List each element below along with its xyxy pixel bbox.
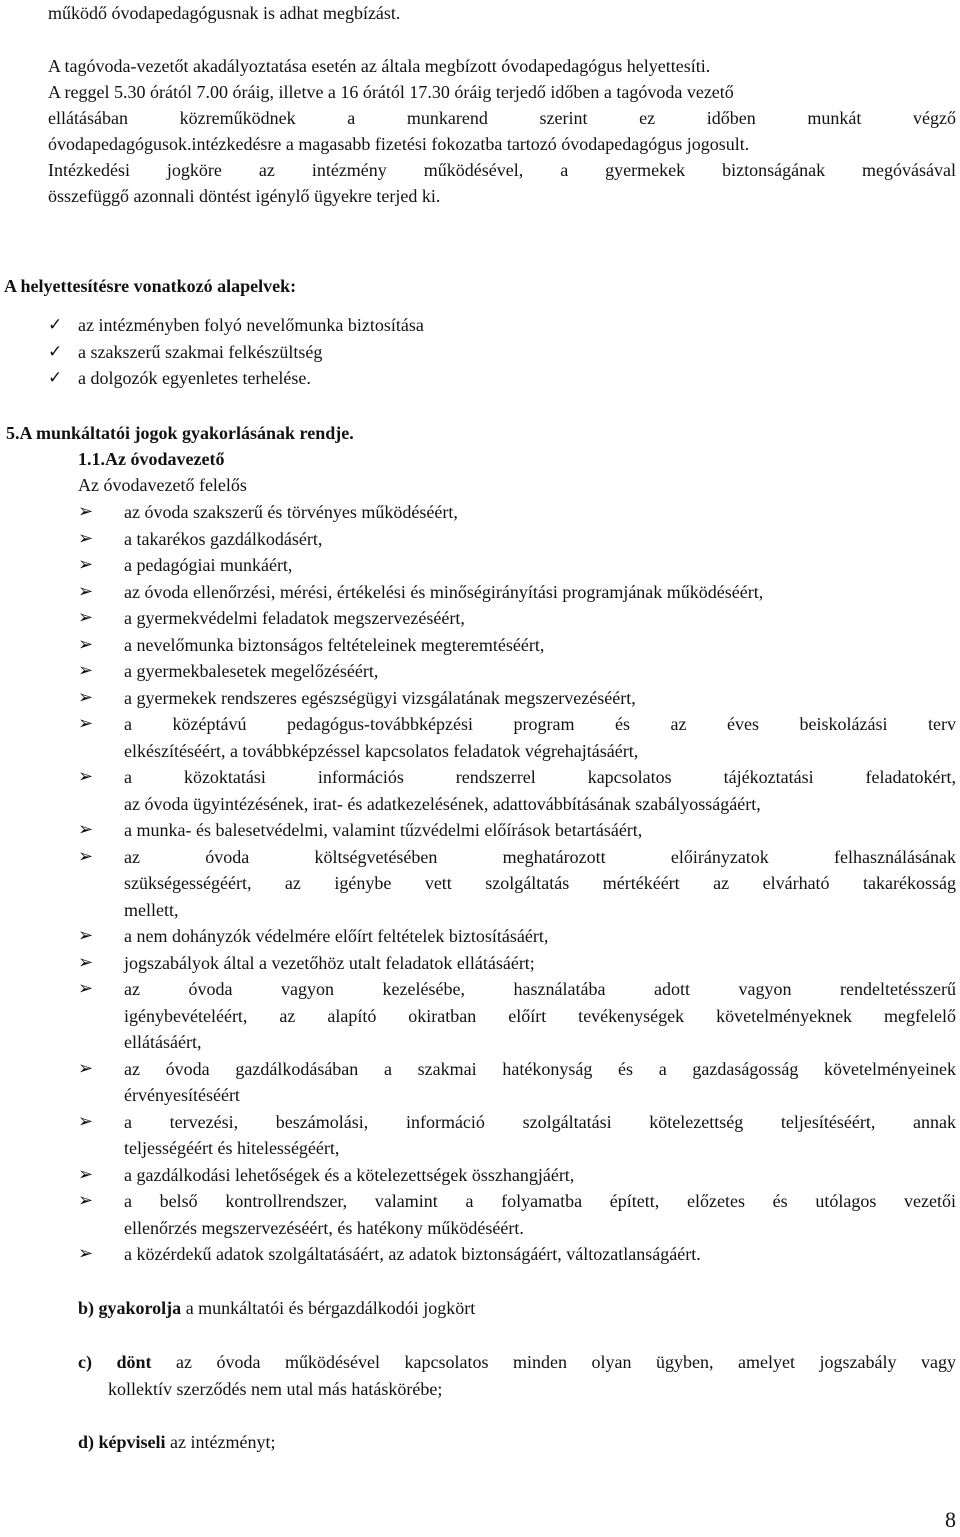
list-item: ✓ a szakszerű szakmai felkészültség bbox=[48, 339, 748, 366]
arrow-bullet-icon: ➢ bbox=[78, 713, 94, 734]
list-item-continuation: az óvoda ügyintézésének, irat- és adatkezelésének, adattovábbításának szabályosságáért, bbox=[124, 793, 761, 814]
list-item: ➢ jogszabályok által a vezetőhöz utalt feladatok ellátásáért; bbox=[78, 950, 956, 977]
list-item: ✓ az intézményben folyó nevelőmunka biztosítása bbox=[48, 312, 748, 339]
arrow-bullet-icon: ➢ bbox=[78, 925, 94, 946]
list-item: ➢ az óvoda vagyon kezelésébe, használatába adott vagyon rendeltetésszerű bbox=[78, 976, 956, 1003]
list-item: ➢ az óvoda ellenőrzési, mérési, értékelési és minőségirányítási programjának működéséért, bbox=[78, 579, 956, 606]
checkmark-icon: ✓ bbox=[48, 341, 63, 362]
intro-line-0: működő óvodapedagógusnak is adhat megbízást. bbox=[48, 3, 401, 23]
arrow-bullet-icon: ➢ bbox=[78, 1163, 94, 1185]
arrow-bullet-icon: ➢ bbox=[78, 660, 94, 681]
list-item: ➢ a gazdálkodási lehetőségek és a kötelezettségek összhangjáért, bbox=[78, 1162, 956, 1189]
section-heading: 5.A munkáltatói jogok gyakorlásának rendje. bbox=[6, 423, 354, 443]
list-item: ➢ a középtávú pedagógus-továbbképzési program és az éves beiskolázási terv bbox=[78, 711, 956, 738]
arrow-bullet-icon: ➢ bbox=[78, 501, 94, 522]
arrow-bullet-icon: ➢ bbox=[78, 1243, 94, 1264]
arrow-bullet-icon: ➢ bbox=[78, 845, 94, 867]
right-c-line-2: kollektív szerződés nem utal más hatáskörébe; bbox=[108, 1378, 443, 1399]
list-item: ➢ a közérdekű adatok szolgáltatásáért, az adatok biztonságáért, változatlanságáért. bbox=[78, 1241, 956, 1268]
right-c-line-1: c) dönt az óvoda működésével kapcsolatos minden olyan ügyben, amelyet jogszabály vagy bbox=[78, 1352, 956, 1372]
list-item: ➢ a belső kontrollrendszer, valamint a folyamatba épített, előzetes és utólagos vezetői bbox=[78, 1188, 956, 1215]
arrow-bullet-icon: ➢ bbox=[78, 554, 94, 575]
list-item-continuation: igénybevételéért, az alapító okiratban előírt tevékenységek követelményeknek megfelelő bbox=[124, 1005, 956, 1026]
right-b bbox=[78, 1295, 956, 1322]
page-number: 8 bbox=[945, 1506, 956, 1532]
list-item: ➢ az óvoda szakszerű és törvényes működéséért, bbox=[78, 499, 956, 526]
list-item: ➢ az óvoda gazdálkodásában a szakmai hatékonyság és a gazdaságosság követelményeinek bbox=[78, 1056, 956, 1083]
intro-line-5: Intézkedési jogköre az intézmény működésével, a gyermekek biztonságának megóvásával bbox=[48, 160, 956, 180]
right-b-label: b) gyakorolja bbox=[78, 1298, 182, 1318]
arrow-bullet-icon: ➢ bbox=[78, 1190, 94, 1211]
right-c bbox=[78, 1349, 956, 1402]
arrow-bullet-icon: ➢ bbox=[78, 1057, 94, 1079]
arrow-bullet-icon: ➢ bbox=[78, 978, 94, 999]
arrow-bullet-icon: ➢ bbox=[78, 766, 94, 787]
list-item: ➢ a munka- és balesetvédelmi, valamint tűzvédelmi előírások betartásáért, bbox=[78, 817, 956, 844]
intro-line-1: A tagóvoda-vezetőt akadályoztatása esetén az általa megbízott óvodapedagógus helyettesíti. bbox=[48, 56, 711, 76]
arrow-bullet-icon: ➢ bbox=[78, 527, 94, 549]
arrow-bullet-icon: ➢ bbox=[78, 686, 94, 708]
list-item: ➢ a takarékos gazdálkodásért, bbox=[78, 526, 956, 553]
arrow-bullet-icon: ➢ bbox=[78, 1110, 94, 1132]
right-d-label: d) képviseli bbox=[78, 1432, 166, 1452]
intro-line-3: ellátásában közreműködnek a munkarend szerint ez időben munkát végző bbox=[48, 108, 956, 128]
right-b-text: a munkáltatói és bérgazdálkodói jogkört bbox=[181, 1298, 476, 1318]
arrow-bullet-icon: ➢ bbox=[78, 580, 94, 602]
list-item-continuation: elkészítéséért, a továbbképzéssel kapcsolatos feladatok végrehajtásáért, bbox=[124, 740, 639, 761]
right-c-label: c) dönt bbox=[78, 1352, 152, 1372]
list-item: ✓ a dolgozók egyenletes terhelése. bbox=[48, 365, 748, 392]
list-item: ➢ a nem dohányzók védelmére előírt feltételek biztosításáért, bbox=[78, 923, 956, 950]
list-item-continuation: mellett, bbox=[124, 899, 179, 920]
intro-line-2: A reggel 5.30 órától 7.00 óráig, illetve a 16 órától 17.30 óráig terjedő időben a tagóvoda vezető bbox=[48, 82, 734, 102]
list-item: ➢ a közoktatási információs rendszerrel kapcsolatos tájékoztatási feladatokért, bbox=[78, 764, 956, 791]
list-item: ➢ az óvoda költségvetésében meghatározott előirányzatok felhasználásának bbox=[78, 844, 956, 871]
responsibility-list bbox=[78, 499, 956, 1268]
arrow-bullet-icon: ➢ bbox=[78, 819, 94, 840]
list-item-continuation: szükségességéért, az igénybe vett szolgáltatás mértékéért az elvárható takarékosság bbox=[124, 873, 956, 893]
list-item: ➢ a tervezési, beszámolási, információ szolgáltatási kötelezettség teljesítéséért, annak bbox=[78, 1109, 956, 1136]
arrow-bullet-icon: ➢ bbox=[78, 951, 94, 973]
responsibility-intro: Az óvodavezető felelős bbox=[78, 475, 247, 495]
list-item-continuation: ellátásáért, bbox=[124, 1032, 202, 1052]
list-item-continuation: teljességéért és hitelességéért, bbox=[124, 1138, 340, 1158]
checkmark-icon: ✓ bbox=[48, 315, 63, 335]
list-item: ➢ a nevelőmunka biztonságos feltételeinek megteremtéséért, bbox=[78, 632, 956, 659]
subsection-heading: 1.1.Az óvodavezető bbox=[78, 449, 225, 469]
list-item: ➢ a gyermekek rendszeres egészségügyi vizsgálatának megszervezéséért, bbox=[78, 685, 956, 712]
list-item: ➢ a gyermekbalesetek megelőzéséért, bbox=[78, 658, 956, 685]
list-item-continuation: érvényesítéséért bbox=[124, 1085, 240, 1105]
list-item: ➢ a gyermekvédelmi feladatok megszervezéséért, bbox=[78, 605, 956, 632]
right-d-text: az intézményt; bbox=[165, 1432, 276, 1452]
right-d bbox=[78, 1429, 956, 1456]
intro-line-4: óvodapedagógusok.intézkedésre a magasabb fizetési fokozatba tartozó óvodapedagógus jogosult. bbox=[48, 134, 750, 154]
list-item: ➢ a pedagógiai munkáért, bbox=[78, 552, 956, 579]
arrow-bullet-icon: ➢ bbox=[78, 633, 94, 655]
arrow-bullet-icon: ➢ bbox=[78, 607, 94, 628]
intro-line-6: összefüggő azonnali döntést igénylő ügyekre terjed ki. bbox=[48, 186, 441, 206]
principles-heading: A helyettesítésre vonatkozó alapelvek: bbox=[4, 276, 297, 296]
list-item-continuation: ellenőrzés megszervezéséért, és hatékony működéséért. bbox=[124, 1217, 524, 1238]
principles-list bbox=[48, 312, 748, 392]
checkmark-icon: ✓ bbox=[48, 368, 63, 388]
